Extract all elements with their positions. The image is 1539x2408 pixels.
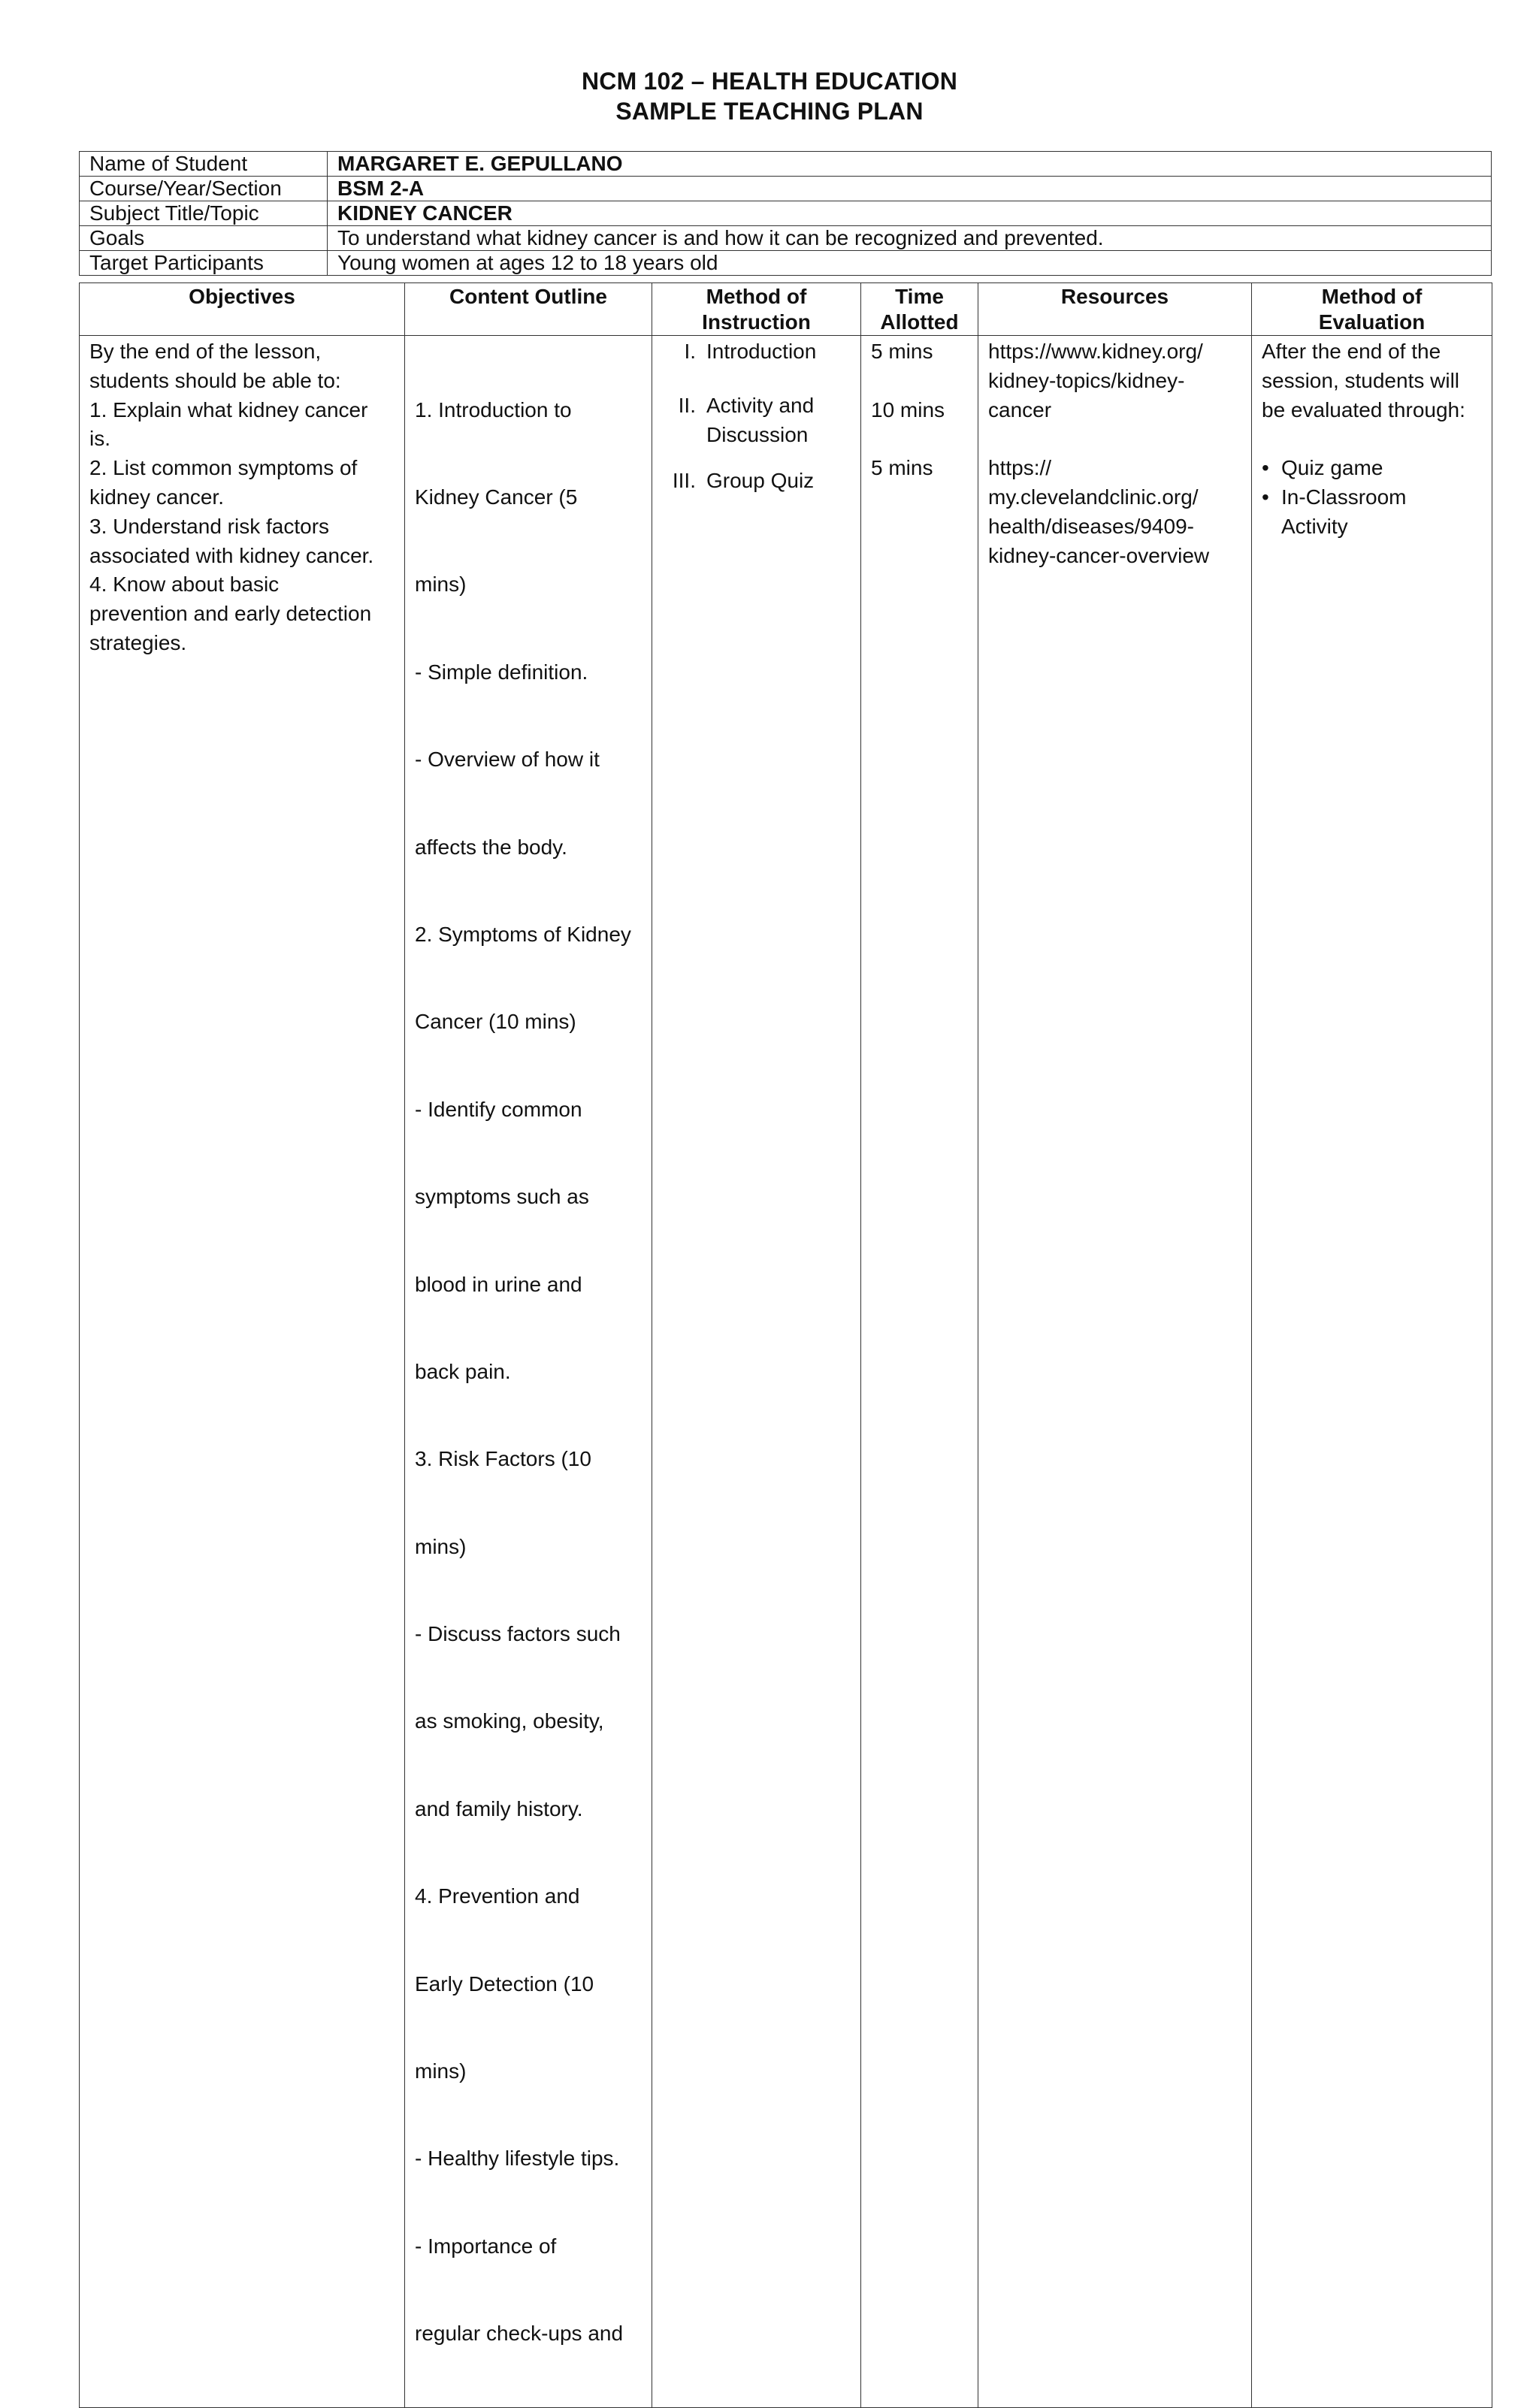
objective-line: strategies. [89, 630, 187, 654]
info-row-participants [80, 251, 1492, 276]
objective-line: By the end of the lesson, [89, 340, 322, 363]
evaluation-item-line: Quiz game [1281, 456, 1383, 480]
evaluation-line: session, students will [1262, 368, 1460, 392]
objective-line: students should be able to: [89, 368, 341, 392]
header-time-allotted [861, 283, 978, 336]
method-line: Discussion [706, 422, 809, 446]
header-resources-text: Resources [1060, 285, 1169, 308]
bullet-icon: • [1262, 485, 1269, 509]
header-method-evaluation [1252, 283, 1492, 336]
method-number: II. [678, 393, 696, 417]
header-text: Method of [1321, 285, 1423, 308]
method-list [655, 337, 851, 496]
header-text: Method of [706, 285, 807, 308]
outline-line: blood in urine and [415, 1272, 582, 1296]
time-value: 5 mins [871, 340, 933, 363]
course-section: BSM 2-A [328, 177, 1492, 201]
info-row-goals [80, 226, 1492, 251]
header-content-outline [405, 283, 652, 336]
outline-line: Kidney Cancer (5 [415, 485, 578, 509]
evaluation-item-line: In-Classroom [1281, 485, 1407, 509]
objective-line: kidney cancer. [89, 485, 224, 509]
info-label: Course/Year/Section [80, 177, 328, 201]
document-subtitle: SAMPLE TEACHING PLAN [615, 98, 924, 125]
target-participants: Young women at ages 12 to 18 years old [328, 251, 1492, 276]
method-item [655, 467, 851, 496]
method-evaluation-cell [1252, 336, 1492, 2408]
info-row-topic [80, 201, 1492, 226]
time-value: 10 mins [871, 397, 945, 421]
outline-line: - Identify common [415, 1097, 582, 1121]
header-text: Evaluation [1318, 310, 1426, 334]
student-name: MARGARET E. GEPULLANO [328, 152, 1492, 177]
resource-line: my.clevelandclinic.org/ [988, 485, 1199, 509]
evaluation-item-text [1281, 454, 1483, 483]
outline-line: - Importance of [415, 2234, 557, 2258]
evaluation-item [1262, 454, 1483, 483]
method-item [655, 337, 851, 367]
info-row-name [80, 152, 1492, 177]
resource-line: health/diseases/9409- [988, 514, 1194, 538]
outline-line: Early Detection (10 [415, 1971, 594, 1996]
outline-line: mins) [415, 573, 467, 597]
method-number: I. [684, 340, 696, 363]
header-resources [978, 283, 1252, 336]
header-objectives-text: Objectives [189, 285, 295, 308]
outline-line: affects the body. [415, 835, 567, 859]
evaluation-item-text [1281, 483, 1483, 542]
bullet-icon: • [1262, 456, 1269, 480]
header-method-instruction [652, 283, 861, 336]
header-text: Time [895, 285, 944, 308]
info-label: Target Participants [80, 251, 328, 276]
outline-line: mins) [415, 1534, 467, 1558]
plan-body-row [80, 336, 1492, 2408]
outline-line: 1. Introduction to [415, 397, 572, 421]
outline-line: - Healthy lifestyle tips. [415, 2147, 620, 2171]
outline-line: - Overview of how it [415, 748, 600, 772]
plan-header-row [80, 283, 1492, 336]
outline-line: 3. Risk Factors (10 [415, 1447, 591, 1471]
method-number: III. [672, 469, 696, 493]
method-item [655, 391, 851, 450]
objective-line: 1. Explain what kidney cancer [89, 397, 368, 421]
student-info-table [79, 151, 1492, 276]
content-outline-cell [405, 336, 652, 2408]
objective-line: prevention and early detection [89, 602, 372, 626]
evaluation-line: be evaluated through: [1262, 397, 1465, 421]
method-line: Activity and [706, 393, 815, 417]
resource-line: kidney-topics/kidney- [988, 368, 1185, 392]
objective-line: 3. Understand risk factors [89, 514, 330, 538]
evaluation-line: After the end of the [1262, 340, 1441, 363]
resource-line: https:// [988, 456, 1052, 480]
outline-line: 2. Symptoms of Kidney [415, 922, 631, 946]
resources-cell [978, 336, 1252, 2408]
outline-line: as smoking, obesity, [415, 1709, 604, 1733]
objectives-cell [80, 336, 405, 2408]
resource-line: cancer [988, 397, 1052, 421]
header-content-outline-text: Content Outline [449, 285, 607, 308]
method-line: Introduction [706, 340, 817, 363]
objective-line: associated with kidney cancer. [89, 543, 374, 567]
resource-line: kidney-cancer-overview [988, 543, 1210, 567]
teaching-plan-table [79, 282, 1492, 2408]
outline-line: symptoms such as [415, 1185, 589, 1209]
info-row-course [80, 177, 1492, 201]
objective-line: is. [89, 427, 110, 451]
method-text [706, 391, 851, 450]
goals-text: To understand what kidney cancer is and how it can be recognized and prevented. [328, 226, 1492, 251]
objective-line: 2. List common symptoms of [89, 456, 358, 480]
document-title: NCM 102 – HEALTH EDUCATION [581, 68, 958, 95]
method-line: Group Quiz [706, 469, 815, 493]
outline-line: mins) [415, 2059, 467, 2083]
method-text [706, 337, 851, 367]
resource-line: https://www.kidney.org/ [988, 340, 1203, 363]
method-text [706, 467, 851, 496]
time-allotted-cell [861, 336, 978, 2408]
header-text: Instruction [702, 310, 811, 334]
outline-line: and family history. [415, 1796, 583, 1820]
header-text: Allotted [880, 310, 959, 334]
time-value: 5 mins [871, 456, 933, 480]
evaluation-item [1262, 483, 1483, 542]
objective-line: 4. Know about basic [89, 573, 280, 597]
evaluation-item-line: Activity [1281, 514, 1348, 538]
outline-line: Cancer (10 mins) [415, 1010, 576, 1034]
info-label: Subject Title/Topic [80, 201, 328, 226]
outline-line: back pain. [415, 1359, 511, 1383]
outline-line: regular check-ups and [415, 2322, 624, 2346]
subject-topic: KIDNEY CANCER [328, 201, 1492, 226]
outline-line: 4. Prevention and [415, 1884, 580, 1908]
outline-line: - Simple definition. [415, 660, 588, 684]
info-label: Goals [80, 226, 328, 251]
outline-line: - Discuss factors such [415, 1622, 621, 1646]
method-instruction-cell [652, 336, 861, 2408]
info-label: Name of Student [80, 152, 328, 177]
evaluation-list [1262, 454, 1483, 541]
header-objectives [80, 283, 405, 336]
